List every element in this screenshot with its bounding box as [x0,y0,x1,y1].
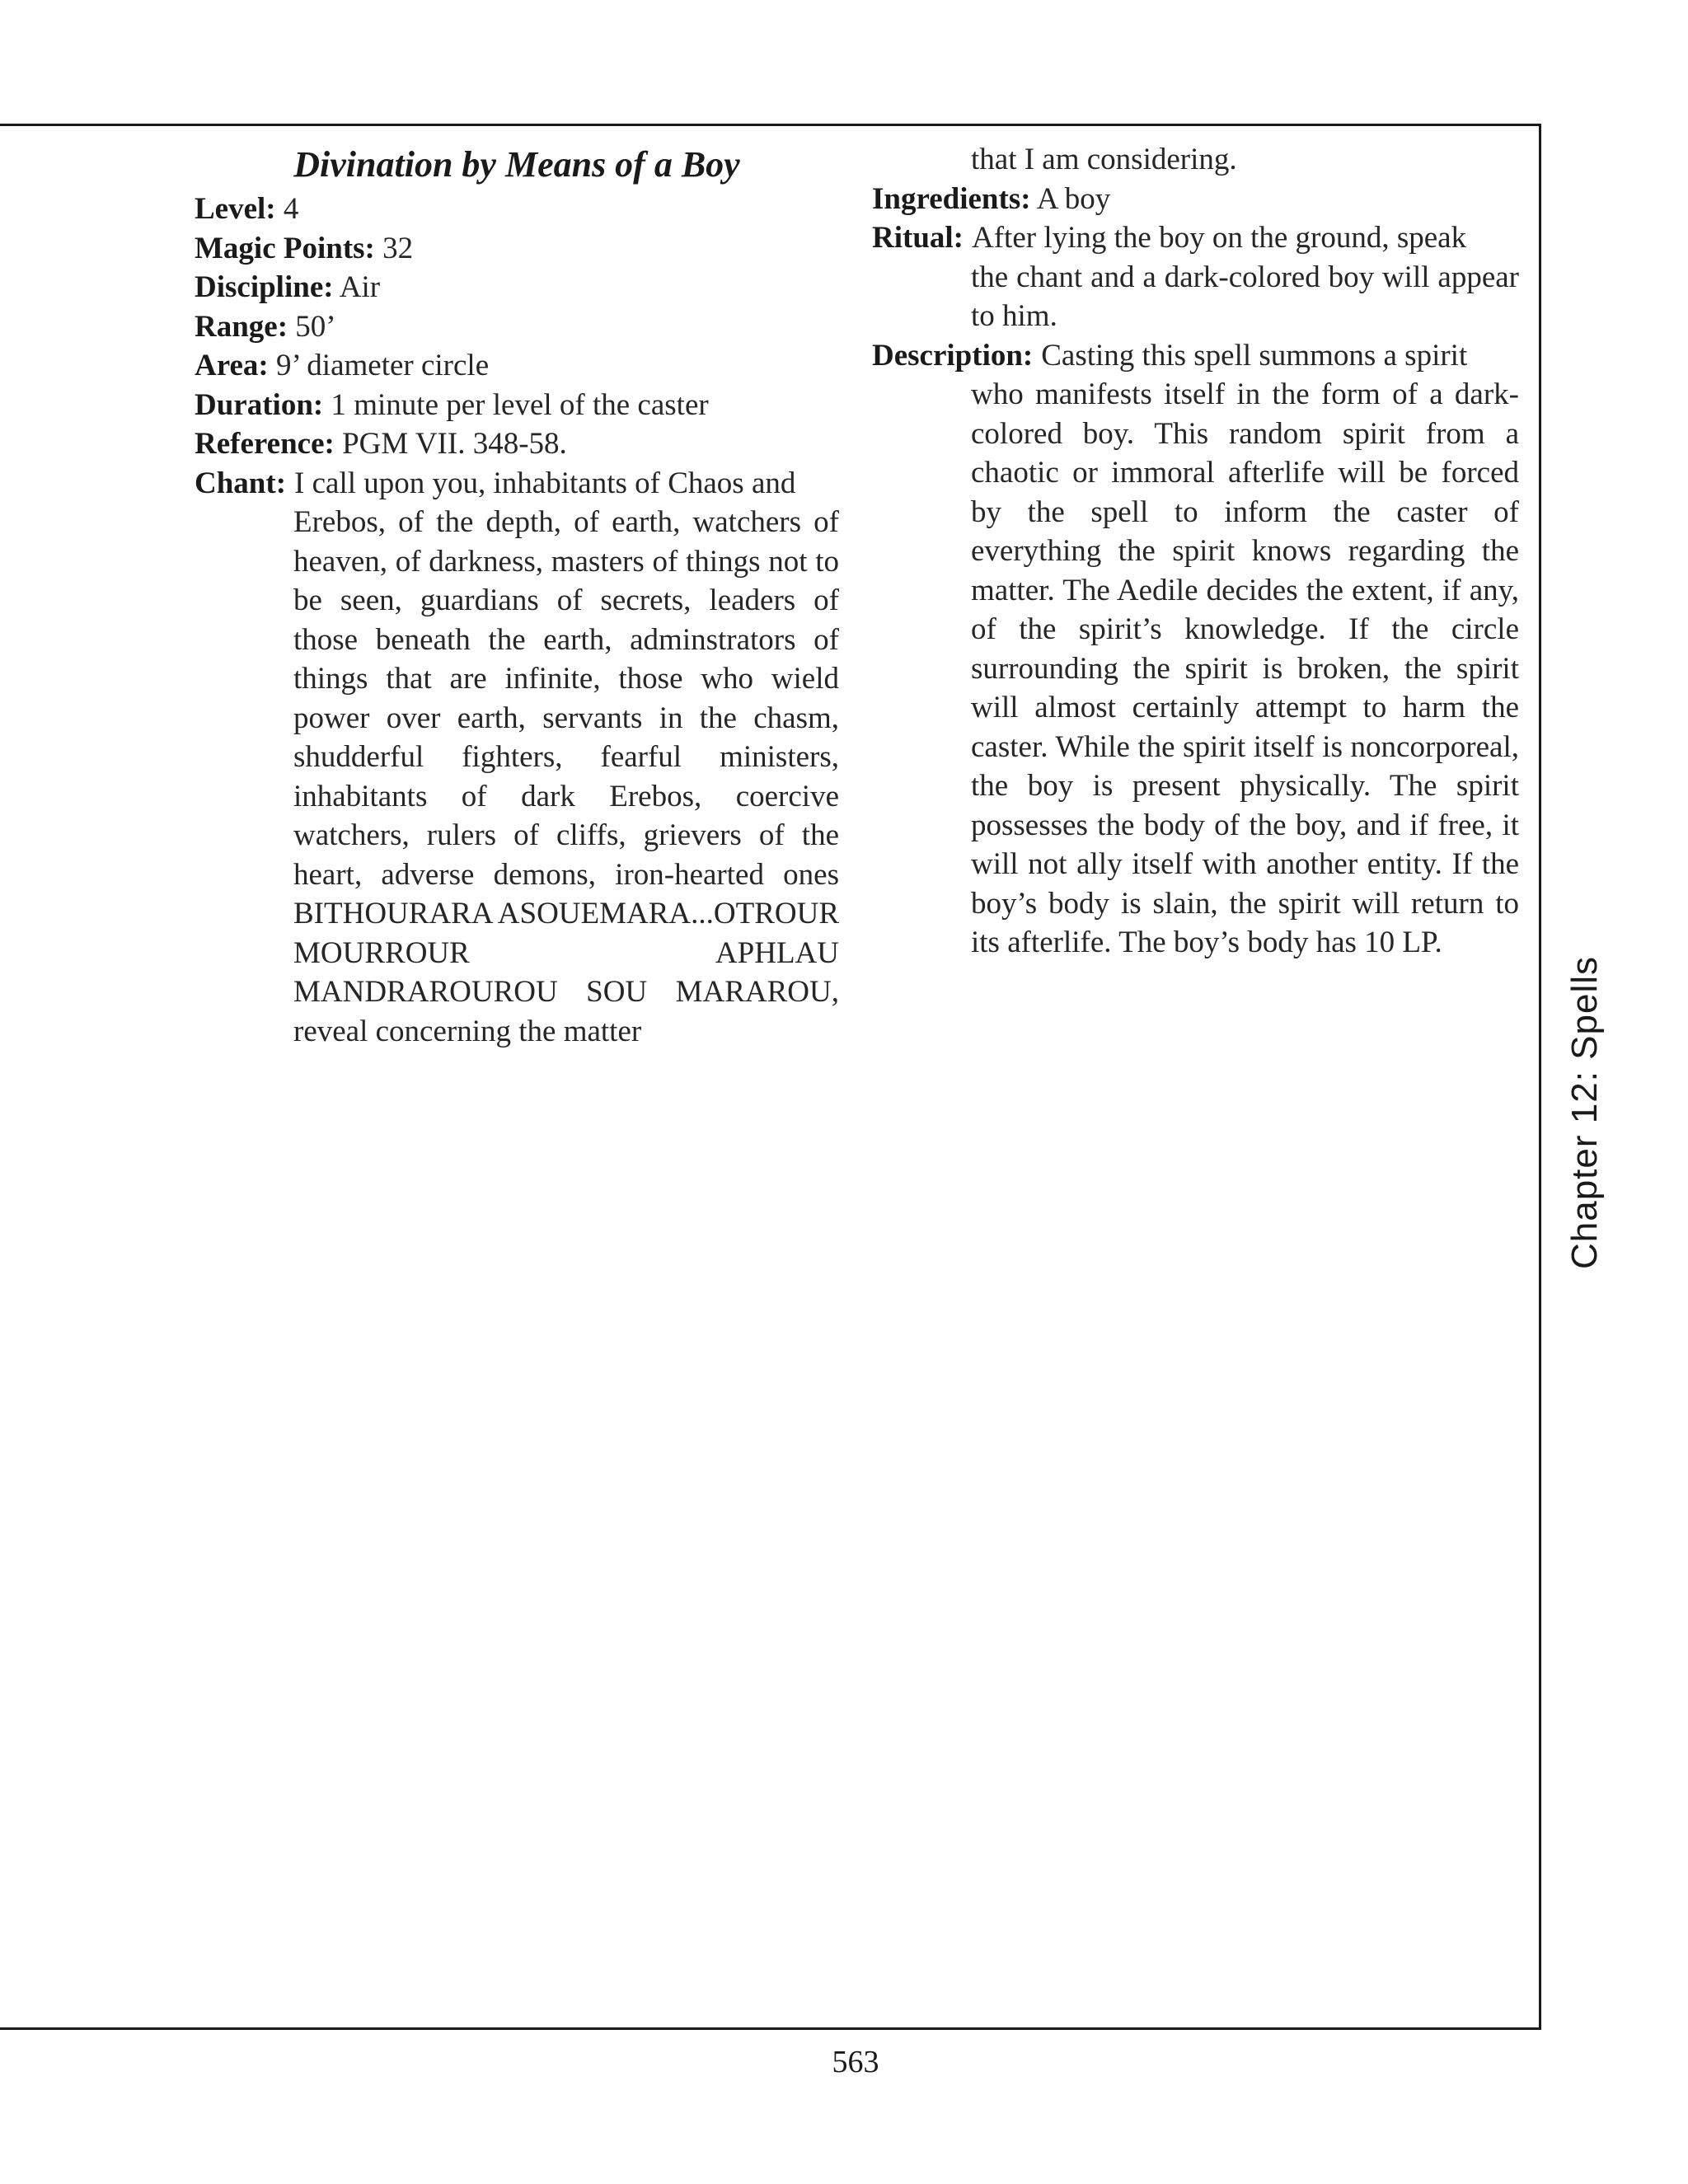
description-text: who manifests itself in the form of a dark-colored boy. This random spirit from a chaotic or immoral afterlife will be forced by the spell to inform the caster of everything the spirit knows regarding the matter. The Aedile decides the extent, if any, of the spirit’s knowledge. If the circle surrounding the spirit is broken, the spirit will almost certainly attempt to harm the caster. While the spirit itself is noncorporeal, the boy is present physically. The spirit possesses the body of the boy, and if free, it will not ally itself with another entity. If the boy’s body is slain, the spirit will return to its afterlife. The boy’s body has 10 LP. [971,377,1519,959]
chant-label: Chant: [195,466,287,500]
chant-first-line: I call upon you, inhabitants of Chaos and [294,466,796,500]
duration-field [195,386,839,425]
ingredients-label: Ingredients: [872,181,1031,216]
page-frame-top-rule [0,124,1541,126]
chapter-sidebar [1540,907,1630,1319]
right-column [872,140,1519,963]
discipline-label: Discipline: [195,270,334,304]
ingredients-field [872,180,1519,219]
duration-label: Duration: [195,387,324,422]
duration-value: 1 minute per level of the caster [323,387,709,422]
ritual-first-line: After lying the boy on the ground, speak [972,221,1467,255]
discipline-value: Air [333,270,381,304]
magic-points-label: Magic Points: [195,231,375,265]
left-column [195,140,839,1051]
ritual-label: Ritual: [872,221,964,255]
discipline-field [195,268,839,307]
area-field [195,346,839,386]
chant-field [195,464,839,504]
area-label: Area: [195,349,269,382]
ritual-text: the chant and a dark-colored boy will appear to him. [971,260,1519,333]
level-value: 4 [275,192,299,226]
range-label: Range: [195,309,288,344]
chant-text: Erebos, of the depth, of earth, watchers of heaven, of darkness, masters of things not to be seen, guardians of secrets, leaders of those beneath the earth, adminstrators of things that are infinite, those who wield power over earth, servants in the chasm, shudderful fighters, fearful ministers, inhabitants of dark Erebos, coercive watchers, rulers of cliffs, grievers of the heart, adverse demons, iron-hearted ones BITHOURARA ASOUEMARA...OTROUR MOURROUR APHLAU MANDRAROUROU SOU MARAROU, reveal concerning the matter [293,505,839,1048]
ritual-field [872,218,1519,258]
page-number: 563 [832,2045,879,2079]
area-value: 9’ diameter circle [268,349,490,382]
spell-title: Divination by Means of a Boy [293,144,740,185]
chapter-title: Chapter 12: Spells [1564,956,1605,1269]
reference-label: Reference: [195,427,335,461]
range-value: 50’ [288,309,336,344]
level-label: Level: [195,192,276,226]
reference-value: PGM VII. 348-58. [334,427,567,461]
page-frame-bottom-rule [0,2027,1541,2030]
magic-points-value: 32 [374,231,414,265]
ingredients-value: A boy [1030,181,1111,216]
reference-field [195,424,839,464]
description-field [872,336,1519,376]
level-field [195,190,839,229]
description-label: Description: [872,338,1034,373]
range-field [195,307,839,347]
chant-continuation: that I am considering. [971,143,1237,176]
magic-points-field [195,229,839,269]
description-first-line: Casting this spell summons a spirit [1041,338,1468,373]
